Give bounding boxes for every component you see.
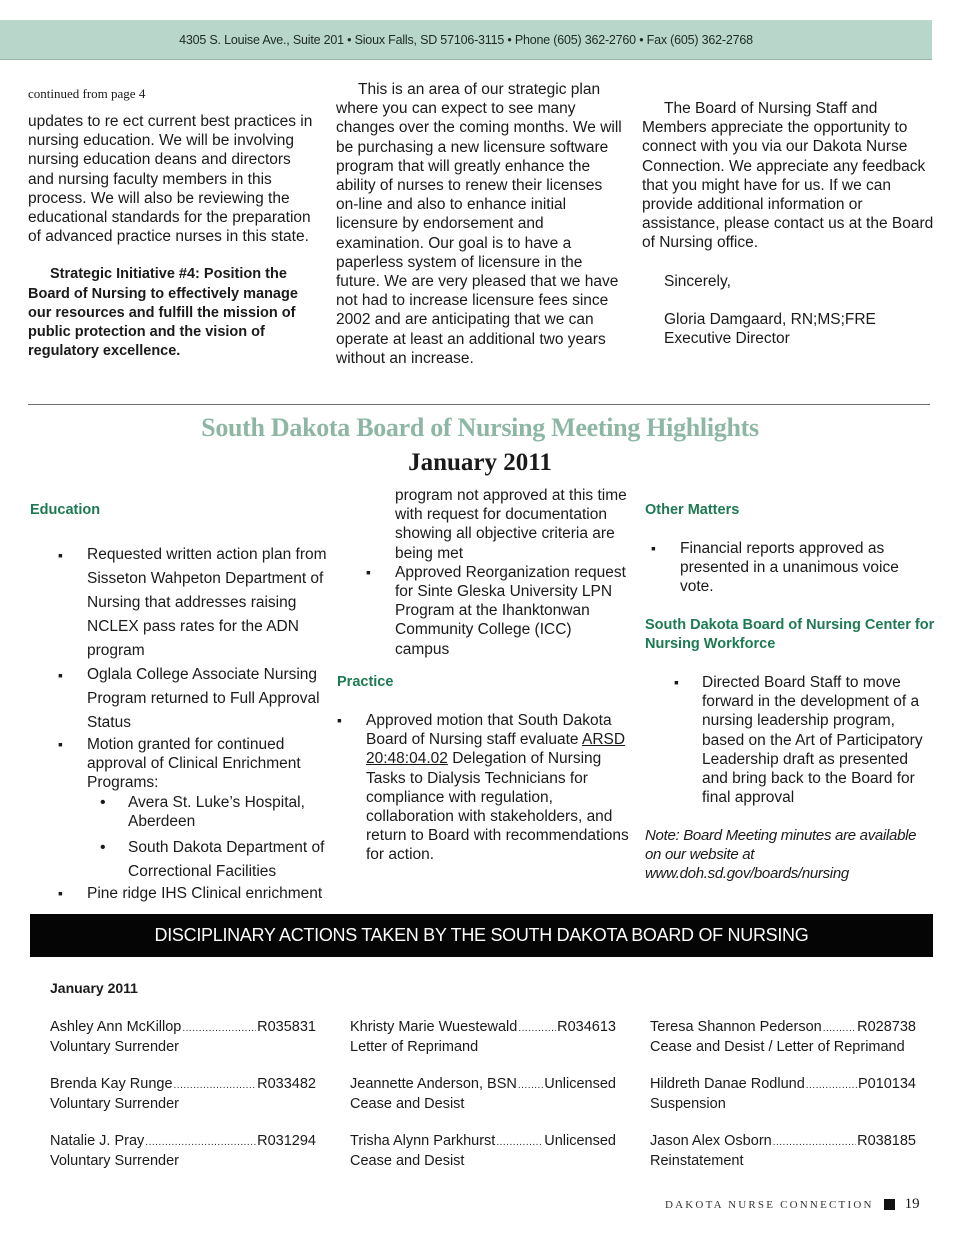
letter-column-3	[642, 99, 934, 348]
discipline-entry	[350, 1018, 616, 1057]
signer-name: Gloria Damgaard, RN;MS;FRE	[664, 310, 876, 328]
discipline-entry	[350, 1132, 616, 1171]
education-item-3	[58, 735, 330, 884]
disciplinary-banner-text: DISCIPLINARY ACTIONS TAKEN BY THE SOUTH DAKOTA BOARD OF NURSING	[154, 925, 809, 945]
center-item: ▪ Directed Board Staff to move forward in the development of a nursing leadership program, based on the Art of Participatory Leadership draft as presented and bring back to the Board for final approval	[674, 673, 934, 807]
entry-code: P010134	[857, 1076, 916, 1092]
closing: Sincerely,	[664, 272, 731, 290]
discipline-entry	[650, 1132, 916, 1171]
enrichment-program-1: • Avera St. Luke’s Hospital, Aberdeen	[128, 793, 330, 831]
entry-code: R031294	[257, 1133, 316, 1149]
leader-dots	[518, 1076, 543, 1095]
address-band	[0, 20, 932, 60]
education-item-4: ▪ Pine ridge IHS Clinical enrichment	[58, 884, 330, 903]
education-continuation-text: program not approved at this time with request for documentation showing all objective criteria are being met	[395, 487, 627, 562]
entry-name: Khristy Marie Wuestewald	[350, 1019, 518, 1035]
entry-code: R028738	[857, 1019, 916, 1035]
discipline-entry	[650, 1018, 916, 1057]
entry-code: R038185	[857, 1133, 916, 1149]
entry-code: R034613	[557, 1019, 616, 1035]
practice-item	[337, 711, 629, 865]
education-item-3-text: Motion granted for continued approval of Clinical Enrichment Programs:	[87, 736, 301, 792]
entry-action: Voluntary Surrender	[50, 1039, 179, 1055]
entry-name: Hildreth Danae Rodlund	[650, 1076, 805, 1092]
square-bullet-icon	[884, 1199, 895, 1210]
address-text: 4305 S. Louise Ave., Suite 201 • Sioux Falls, SD 57106-3115 • Phone (605) 362-2760 • Fax (605) 362-2768	[179, 32, 753, 47]
education-item-2: ▪ Oglala College Associate Nursing Program returned to Full Approval Status	[58, 663, 330, 735]
discipline-entry	[50, 1132, 316, 1171]
entry-action: Cease and Desist / Letter of Reprimand	[650, 1039, 905, 1055]
letter-col3-body: The Board of Nursing Staff and Members appreciate the opportunity to connect with you via our Dakota Nurse Connection. We appreciate any feedback that you might have for us. If we can provide additional information or assistance, please contact us at the Board of Nursing office.	[642, 100, 934, 252]
letter-col2-body: This is an area of our strategic plan where you can expect to see many changes over the coming months. We will be purchasing a new licensure software program that will greatly enhance the ability of nurses to renew their licenses on-line and also to enhance initial licensure by endorsement and examination. Our goal is to have a paperless system of licensure in the future. We are very pleased that we have not had to increase licensure fees since 2002 and are anticipating that we can operate at least an additional two years without an increase.	[336, 81, 622, 367]
disciplinary-month: January 2011	[50, 980, 138, 996]
practice-item-text-1: Approved motion that South Dakota Board of Nursing staff evaluate	[366, 712, 612, 749]
entry-code: Unlicensed	[544, 1133, 616, 1149]
minutes-note: Note: Board Meeting minutes are available on our website at www.doh.sd.gov/boards/nursing	[645, 827, 917, 882]
entry-action: Cease and Desist	[350, 1153, 465, 1169]
center-heading: South Dakota Board of Nursing Center for Nursing Workforce	[645, 617, 935, 652]
practice-item-text-2: Delegation of Nursing Tasks to Dialysis Technicians for compliance with regulation, collaboration with stakeholders, and return to Board with recommendations for action.	[366, 750, 629, 864]
arsd-reference-link[interactable]: ARSD 20:48:04.02	[366, 731, 626, 768]
entry-action: Letter of Reprimand	[350, 1039, 479, 1055]
leader-dots	[182, 1019, 256, 1038]
section-divider	[28, 404, 930, 405]
discipline-entry	[350, 1075, 616, 1114]
entry-action: Suspension	[650, 1096, 726, 1112]
entry-name: Brenda Kay Runge	[50, 1076, 173, 1092]
leader-dots	[806, 1076, 857, 1095]
discipline-entry	[50, 1018, 316, 1057]
education-continued	[337, 486, 629, 659]
entry-name: Ashley Ann McKillop	[50, 1019, 182, 1035]
meeting-date: January 2011	[408, 449, 552, 476]
entry-name: Teresa Shannon Pederson	[650, 1019, 822, 1035]
other-matters-list	[651, 539, 915, 597]
entry-action: Voluntary Surrender	[50, 1096, 179, 1112]
strategic-initiative-4: Strategic Initiative #4: Position the Board of Nursing to effectively manage our resources and fulfill the mission of public protection and the vision of regulatory excellence.	[28, 266, 298, 360]
other-matters-heading: Other Matters	[645, 502, 740, 518]
leader-dots	[496, 1133, 543, 1152]
entry-code: R033482	[257, 1076, 316, 1092]
education-item-reorg: ▪ Approved Reorganization request for Sinte Gleska University LPN Program at the Ihanktonwan Community College (ICC) campus	[366, 563, 627, 659]
entry-name: Natalie J. Pray	[50, 1133, 145, 1149]
leader-dots	[145, 1133, 256, 1152]
meeting-title: South Dakota Board of Nursing Meeting Highlights	[201, 413, 759, 442]
education-heading: Education	[30, 502, 101, 518]
page-number: 19	[904, 1196, 920, 1212]
entry-code: R035831	[257, 1019, 316, 1035]
education-item-1: ▪ Requested written action plan from Sisseton Wahpeton Department of Nursing that addresses raising NCLEX pass rates for the ADN program	[58, 543, 330, 663]
leader-dots	[823, 1019, 856, 1038]
discipline-entry	[50, 1075, 316, 1114]
entry-name: Jason Alex Osborn	[650, 1133, 772, 1149]
page-footer	[665, 1196, 920, 1213]
entry-name: Trisha Alynn Parkhurst	[350, 1133, 496, 1149]
letter-col1-body: updates to re ect current best practices in nursing education. We will be involving nursing education deans and directors and nursing faculty members in this process. We will also be reviewing the educational standards for the preparation of advanced practice nurses in this state.	[28, 113, 313, 246]
practice-heading: Practice	[337, 674, 394, 690]
center-list	[680, 673, 934, 807]
publication-name: DAKOTA NURSE CONNECTION	[665, 1198, 874, 1211]
practice-list	[337, 711, 629, 865]
entry-action: Cease and Desist	[350, 1096, 465, 1112]
leader-dots	[773, 1133, 856, 1152]
signer-title: Executive Director	[664, 330, 790, 348]
enrichment-program-2: • South Dakota Department of Correctional Facilities	[128, 836, 330, 884]
discipline-entry	[650, 1075, 916, 1114]
disciplinary-banner	[30, 914, 933, 957]
leader-dots	[174, 1076, 257, 1095]
entry-action: Voluntary Surrender	[50, 1153, 179, 1169]
letter-column-2	[336, 80, 626, 368]
letter-column-1	[28, 86, 320, 361]
education-list	[58, 543, 330, 903]
entry-code: Unlicensed	[544, 1076, 616, 1092]
leader-dots	[518, 1019, 556, 1038]
other-matters-item: ▪ Financial reports approved as presented in a unanimous voice vote.	[651, 539, 915, 597]
continued-note: continued from page 4	[28, 86, 146, 101]
entry-action: Reinstatement	[650, 1153, 744, 1169]
entry-name: Jeannette Anderson, BSN	[350, 1076, 517, 1092]
